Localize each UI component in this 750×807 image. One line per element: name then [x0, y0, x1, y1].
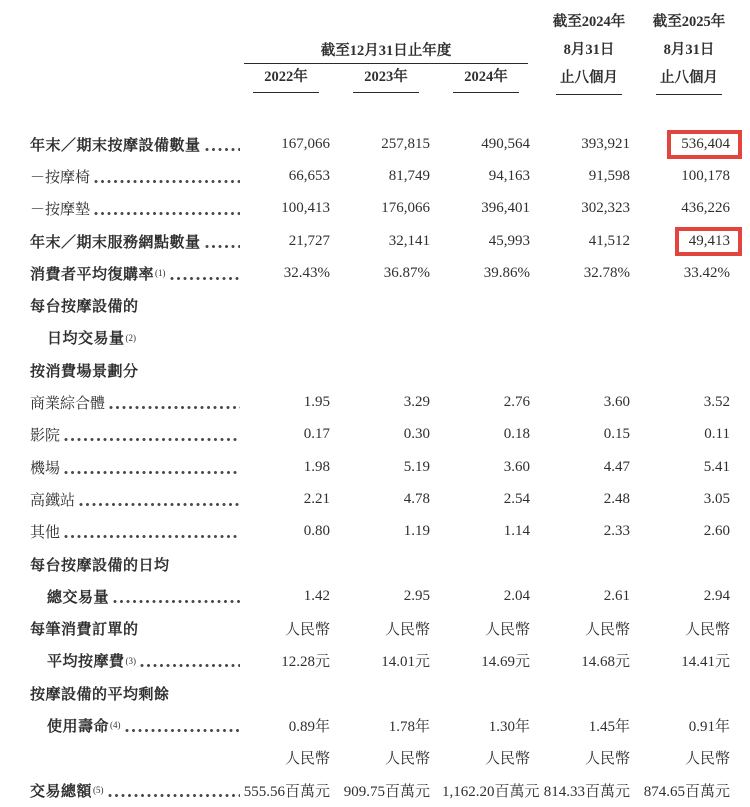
cell-value: 14.69元: [481, 654, 530, 671]
row-label: [30, 295, 242, 316]
period-line1: 截至2025年: [652, 14, 726, 30]
cell-value: 0.91年: [688, 718, 730, 735]
cell-value: 2.48: [603, 490, 630, 507]
row-label: 交易總額 (5): [30, 780, 242, 801]
row-label-text: 每台按摩設備的: [30, 299, 139, 316]
table-row: [30, 548, 742, 580]
table-row: [30, 612, 742, 644]
table-row: [30, 193, 742, 225]
table-row: [30, 580, 742, 612]
dot-leader: [64, 437, 240, 442]
cell-value: 2.94: [703, 587, 730, 604]
row-label-text: 高鐵站: [30, 492, 76, 509]
cell-value: 2.60: [703, 523, 730, 540]
row-label: [30, 134, 242, 155]
cell-value: 2.61: [603, 587, 630, 604]
cell-value: 5.41: [703, 458, 730, 475]
year-columns-row: [242, 64, 542, 92]
cell-value: 人民幣: [584, 622, 630, 639]
cell-value: 0.80: [303, 523, 330, 540]
row-label-text: 影院: [30, 428, 61, 445]
cell-value: 32.78%: [583, 264, 630, 281]
table-row: [30, 774, 742, 806]
row-label: [30, 424, 242, 445]
row-label: [30, 457, 242, 478]
year-label: 2024年: [453, 64, 519, 93]
cell-value: 3.05: [703, 490, 730, 507]
cell-value: 3.52: [703, 394, 730, 411]
dot-leader: [205, 147, 240, 152]
table-row: [30, 160, 742, 192]
year-label: 2023年: [353, 64, 419, 93]
table-row: [30, 742, 742, 774]
cell-value: 257,815: [381, 135, 430, 152]
period-line3: [642, 64, 736, 92]
row-label-text: 總交易量: [47, 589, 110, 606]
cell-value: 1.78年: [388, 718, 430, 735]
cell-value: 人民幣: [384, 751, 430, 768]
table-body: [30, 128, 742, 806]
cell-value: 32,141: [388, 232, 430, 249]
table-row: [30, 483, 742, 515]
cell-value: 555.56百萬元: [243, 783, 330, 800]
row-label: [30, 392, 242, 413]
cell-value: 0.30: [403, 426, 430, 443]
cell-value: 0.11: [704, 426, 730, 443]
cell-value: 人民幣: [484, 622, 530, 639]
dot-leader: [170, 276, 240, 281]
header-label-spacer: [30, 8, 242, 92]
cell-value: [642, 136, 742, 153]
period-line2: 8月31日: [563, 42, 615, 58]
dot-leader: [79, 502, 240, 507]
year-column-header: [342, 64, 442, 92]
table-row: [30, 322, 742, 354]
row-label-text: 使用壽命: [47, 718, 110, 735]
cell-value: 302,323: [581, 200, 630, 217]
cell-value: 94,163: [488, 167, 530, 184]
table-row: [30, 645, 742, 677]
cell-value: 2.33: [603, 523, 630, 540]
cell-value: 41,512: [588, 232, 630, 249]
dot-leader: [205, 244, 240, 249]
cell-value: 人民幣: [684, 751, 730, 768]
dot-leader: [109, 405, 240, 410]
row-label: 使用壽命 (4): [30, 715, 242, 736]
row-label: 平均按摩費 (3): [30, 650, 242, 671]
cell-value: 0.15: [603, 426, 630, 443]
table-row: [30, 257, 742, 289]
cell-value: 3.60: [603, 394, 630, 411]
cell-value: 100,178: [681, 167, 730, 184]
row-label-text: 按消費場景劃分: [30, 363, 139, 380]
cell-value: 1.19: [403, 523, 430, 540]
cell-value: 436,226: [681, 200, 730, 217]
period-line2: 8月31日: [663, 42, 715, 58]
row-label: [30, 683, 242, 704]
cell-value: 167,066: [281, 135, 330, 152]
row-label-text: 按摩設備的平均剩餘: [30, 686, 170, 703]
cell-value: 4.47: [603, 458, 630, 475]
fiscal-year-group-header: [242, 8, 542, 92]
cell-value: 人民幣: [584, 751, 630, 768]
cell-value: 2.21: [303, 490, 330, 507]
dot-leader: [125, 728, 240, 733]
row-label-text: 年末／期末按摩設備數量: [30, 137, 201, 154]
cell-value: 人民幣: [284, 751, 330, 768]
cell-value: 814.33百萬元: [543, 783, 630, 800]
row-label: 日均交易量 (2): [30, 327, 242, 348]
row-label-text: 平均按摩費: [47, 654, 125, 671]
period-label: 止八個月: [556, 64, 622, 95]
dot-leader: [94, 179, 240, 184]
table-row: [30, 709, 742, 741]
cell-value: 909.75百萬元: [343, 783, 430, 800]
row-label: [30, 489, 242, 510]
cell-value: 3.29: [403, 394, 430, 411]
cell-value: 91,598: [588, 167, 630, 184]
header-empty-line: [242, 8, 542, 36]
cell-value: 1.45年: [588, 718, 630, 735]
cell-value: 1.42: [303, 587, 330, 604]
cell-value: 1.95: [303, 394, 330, 411]
row-label-text: 消費者平均復購率: [30, 266, 155, 283]
row-label-text: －按摩墊: [30, 202, 91, 219]
row-label: [30, 521, 242, 542]
row-label: [30, 554, 242, 575]
cell-value: 396,401: [481, 200, 530, 217]
row-label: [30, 618, 242, 639]
row-label: [30, 586, 242, 607]
highlight-box: 536,404: [667, 130, 742, 159]
cell-value: 100,413: [281, 200, 330, 217]
table-row: [30, 225, 742, 257]
table-row: [30, 386, 742, 418]
dot-leader: [140, 663, 240, 668]
table-header: [30, 8, 742, 92]
row-label-text: 機場: [30, 460, 61, 477]
cell-value: 36.87%: [383, 264, 430, 281]
highlight-box: 49,413: [675, 227, 742, 256]
cell-value: 人民幣: [384, 622, 430, 639]
cell-value: 490,564: [481, 135, 530, 152]
cell-value: 176,066: [381, 200, 430, 217]
dot-leader: [113, 599, 240, 604]
cell-value: 874.65百萬元: [643, 783, 730, 800]
dot-leader: [64, 470, 240, 475]
cell-value: 2.04: [503, 587, 530, 604]
cell-value: 393,921: [581, 135, 630, 152]
table-row: [30, 419, 742, 451]
cell-value: 33.42%: [683, 264, 730, 281]
cell-value: 14.68元: [581, 654, 630, 671]
period-line3: [542, 64, 636, 92]
cell-value: 1.98: [303, 458, 330, 475]
row-label: [30, 166, 242, 187]
dot-leader: [64, 534, 240, 539]
cell-value: 14.41元: [681, 654, 730, 671]
dot-leader: [94, 211, 240, 216]
cell-value: 1.30年: [488, 718, 530, 735]
period-line1: 截至2024年: [552, 14, 626, 30]
cell-value: 21,727: [288, 232, 330, 249]
period-column-header-2025: [642, 8, 742, 92]
cell-value: 人民幣: [284, 622, 330, 639]
cell-value: 12.28元: [281, 654, 330, 671]
cell-value: 66,653: [288, 167, 330, 184]
year-column-header: [242, 64, 342, 92]
row-label-text: 每台按摩設備的日均: [30, 557, 170, 574]
cell-value: 45,993: [488, 232, 530, 249]
year-column-header: [442, 64, 542, 92]
row-label-text: 每筆消費訂單的: [30, 622, 139, 639]
table-row: [30, 289, 742, 321]
table-row: [30, 451, 742, 483]
period-label: 止八個月: [656, 64, 722, 95]
cell-value: 1.14: [503, 523, 530, 540]
table-row: [30, 354, 742, 386]
row-label-text: －按摩椅: [30, 169, 91, 186]
year-label: 2022年: [253, 64, 319, 93]
table-row: [30, 516, 742, 548]
table-row: [30, 128, 742, 160]
cell-value: 0.89年: [288, 718, 330, 735]
row-label-text: 年末／期末服務網點數量: [30, 234, 201, 251]
cell-value: 2.76: [503, 394, 530, 411]
cell-value: 3.60: [503, 458, 530, 475]
cell-value: 32.43%: [283, 264, 330, 281]
cell-value: 0.17: [303, 426, 330, 443]
cell-value: 0.18: [503, 426, 530, 443]
row-label: [30, 360, 242, 381]
cell-value: [642, 233, 742, 250]
period-column-header-2024: [542, 8, 642, 92]
row-label-text: 日均交易量: [47, 331, 125, 348]
row-label: [30, 198, 242, 219]
row-label-text: 交易總額: [30, 783, 93, 800]
group-title: 截至12月31日止年度: [244, 36, 528, 64]
cell-value: 2.95: [403, 587, 430, 604]
dot-leader: [108, 793, 240, 798]
table-row: [30, 677, 742, 709]
cell-value: 2.54: [503, 490, 530, 507]
cell-value: 人民幣: [684, 622, 730, 639]
row-label: [30, 231, 242, 252]
cell-value: 39.86%: [483, 264, 530, 281]
cell-value: 1,162.20百萬元: [442, 783, 540, 800]
row-label: 消費者平均復購率 (1): [30, 263, 242, 284]
cell-value: 人民幣: [484, 751, 530, 768]
row-label-text: 其他: [30, 525, 61, 542]
cell-value: 14.01元: [381, 654, 430, 671]
row-label-text: 商業綜合體: [30, 396, 106, 413]
cell-value: 4.78: [403, 490, 430, 507]
cell-value: 81,749: [388, 167, 430, 184]
cell-value: 5.19: [403, 458, 430, 475]
